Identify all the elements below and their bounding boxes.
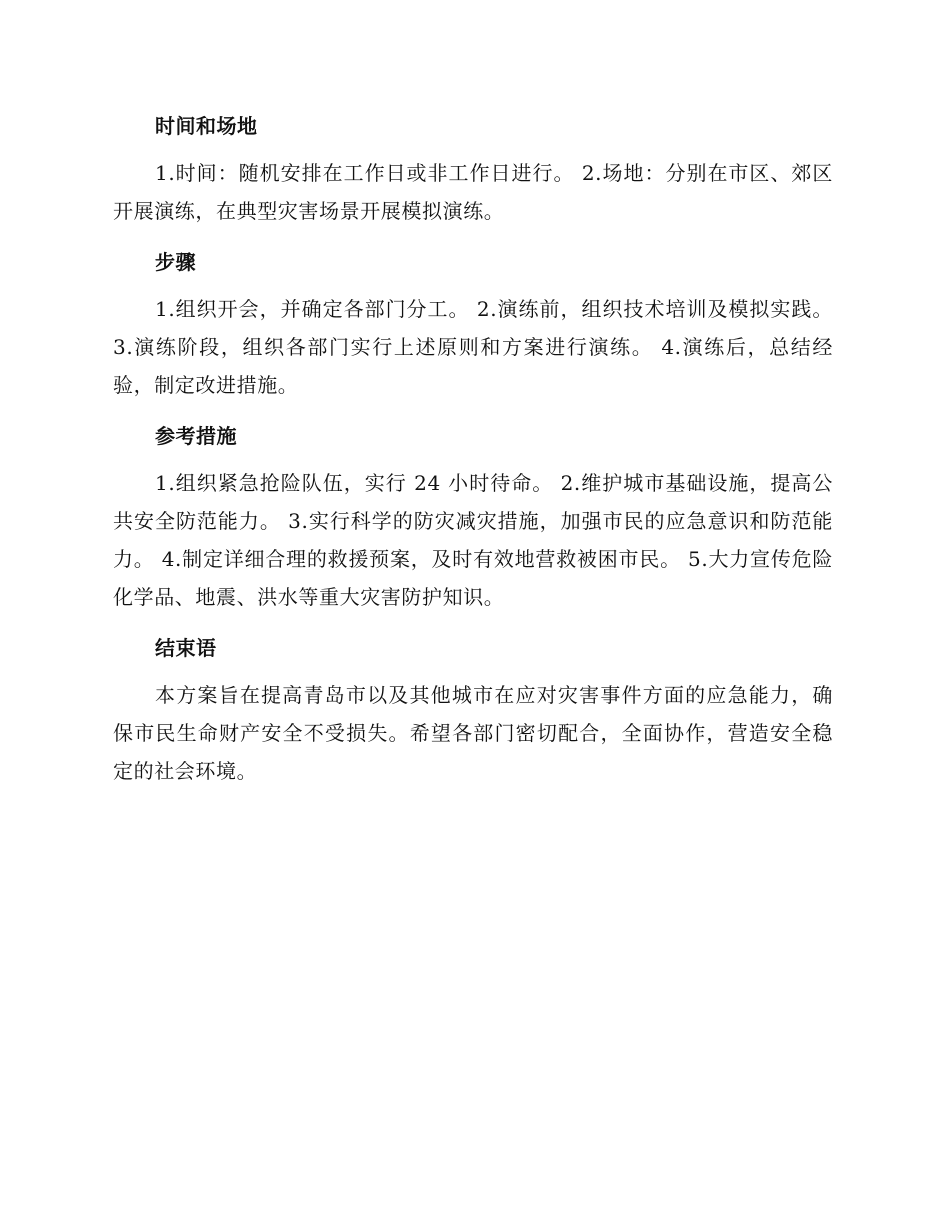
section-paragraph: 1.组织开会，并确定各部门分工。 2.演练前，组织技术培训及模拟实践。 3.演练阶段，组织各部门实行上述原则和方案进行演练。 4.演练后，总结经验，制定改进措施。	[113, 297, 833, 397]
section-reference-measures	[113, 414, 833, 616]
section-paragraph: 1.组织紧急抢险队伍，实行 24 小时待命。 2.维护城市基础设施，提高公共安全防范能力。 3.实行科学的防灾减灾措施，加强市民的应急意识和防范能力。 4.制定详细合理的救援预案，及时有效地营救被困市民。 5.大力宣传危险化学品、地震、洪水等重大灾害防护知识。	[113, 471, 833, 609]
section-heading: 参考措施	[155, 424, 237, 448]
section-time-and-venue	[113, 104, 833, 230]
section-heading: 结束语	[155, 636, 217, 660]
section-paragraph: 本方案旨在提高青岛市以及其他城市在应对灾害事件方面的应急能力，确保市民生命财产安全不受损失。希望各部门密切配合，全面协作，营造安全稳定的社会环境。	[113, 683, 833, 783]
section-conclusion	[113, 626, 833, 790]
section-heading: 时间和场地	[155, 114, 258, 138]
section-steps	[113, 240, 833, 404]
section-paragraph: 1.时间：随机安排在工作日或非工作日进行。 2.场地：分别在市区、郊区开展演练，在典型灾害场景开展模拟演练。	[113, 161, 833, 223]
document-page	[113, 104, 833, 800]
section-heading: 步骤	[155, 250, 196, 274]
